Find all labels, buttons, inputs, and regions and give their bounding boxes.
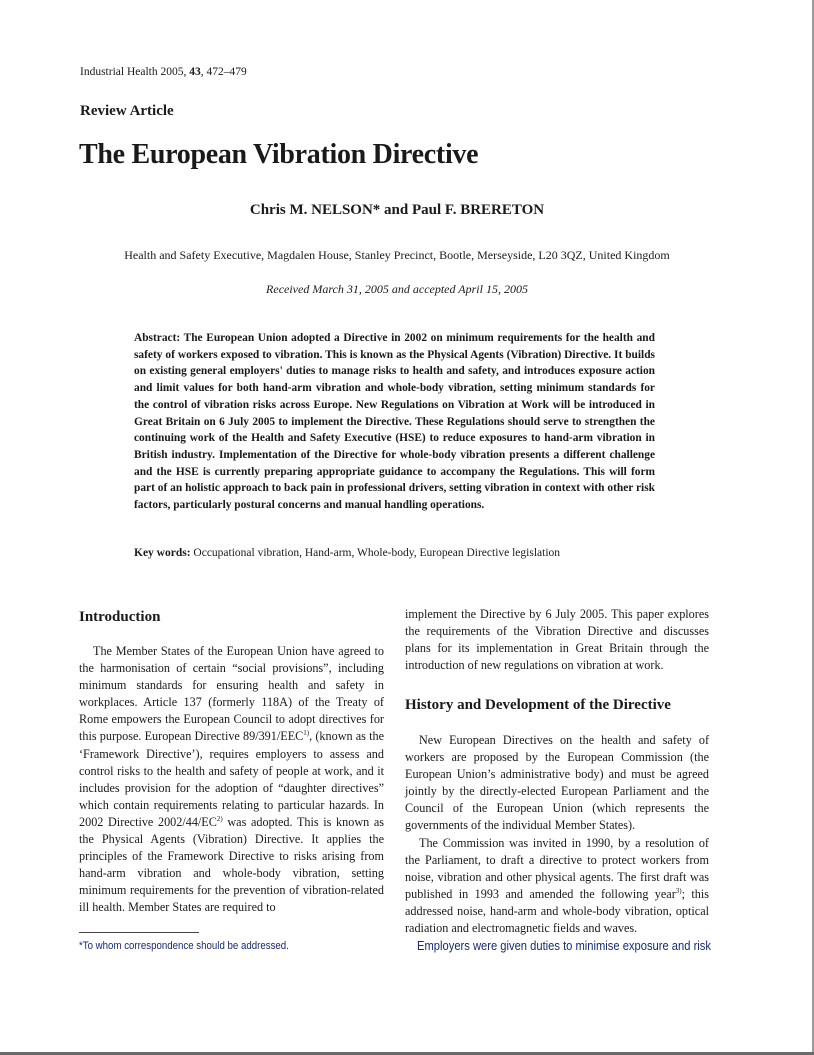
affiliation: Health and Safety Executive, Magdalen House, Stanley Precinct, Bootle, Merseyside, L20 3QZ, United Kingdom [124,248,670,262]
keywords-text: Occupational vibration, Hand-arm, Whole-body, European Directive legislation [193,547,561,559]
introduction-body [79,643,384,917]
history-body [405,732,709,955]
history-paragraph: New European Directives on the health and safety of workers are proposed by the European Commission (the European Union’s administrative body) and must be agreed jointly by the directly-elected European Parliament and the Council of the European Union (which represents the governments of the individual Member States). [405,733,709,833]
reference-marker: 2) [216,814,223,823]
abstract-label: Abstract: [134,332,181,344]
reference-marker: 3) [675,886,682,895]
text-run: was adopted. This is known as the Physical Agents (Vibration) Directive. It applies the principles of the Framework Directive to risks arising from hand-arm vibration and whole-body vibration, setting minimum requirements for the prevention of vibration-related ill health. Member States are required to [79,814,384,915]
text-run: The Commission was invited in 1990, by a resolution of the Parliament, to draft a directive to protect workers from noise, vibration and other physical agents. The first draft was published in 1993 and amended the following year [405,835,709,901]
paper-title: The European Vibration Directive [79,139,479,170]
introduction-paragraph-continued: implement the Directive by 6 July 2005. This paper explores the requirements of the Vibration Directive and discusses plans for its implementation in Great Britain through the introduction of new regulations on vibration at work. [405,607,709,673]
journal-name: Industrial Health 2005, [80,66,187,78]
journal-pages: , 472–479 [200,66,247,78]
journal-citation [80,66,247,78]
authors: Chris M. NELSON* and Paul F. BRERETON [249,202,545,218]
abstract-text: The European Union adopted a Directive in 2002 on minimum requirements for the health and safety of workers exposed to vibration. This is known as the Physical Agents (Vibration) Directive. It builds on existing general employers' duties to manage risks to health and safety, and introduces exposure action and limit values for both hand-arm vibration and whole-body vibration, setting minimum standards for the control of vibration risks across Europe. New Regulations on Vibration at Work will be introduced in Great Britain on 6 July 2005 to implement the Directive. These Regulations should serve to strengthen the continuing work of the Health and Safety Executive (HSE) to reduce exposures to hand-arm vibration in British industry. Implementation of the Directive for whole-body vibration presents a different challenge and the HSE is currently preparing appropriate guidance to accompany the Regulations. This will form part of an holistic approach to back pain in professional drivers, setting vibration in context with other risk factors, particularly postural concerns and manual handling operations. [134,332,655,512]
keywords-label: Key words: [134,547,191,559]
footnote-rule [79,932,199,933]
abstract [134,330,655,514]
text-run: ; this addressed noise, hand-arm and whole-body vibration, optical radiation and electromagnetic fields and waves. [405,886,710,936]
introduction-paragraph [79,643,384,917]
history-paragraph [405,835,709,956]
section-heading-history: History and Development of the Directive [405,697,671,713]
introduction-continued [405,606,709,674]
reference-marker: 1) [303,729,310,738]
footnote: *To whom correspondence should be addressed. [79,940,289,952]
text-run: , (known as the ‘Framework Directive’), requires employers to assess and control risks to the health and safety of people at work, and it includes provision for the adoption of “daughter directives” which contain requirements relating to particular hazards. In 2002 Directive 2002/44/EC [79,729,384,829]
journal-volume: 43 [189,66,201,78]
article-type: Review Article [80,103,174,119]
text-run: The Member States of the European Union have agreed to the harmonisation of certain “social provisions”, including minimum standards for ensuring health and safety in workplaces. Article 137 (formerly 118A) of the Treaty of Rome empowers the European Council to adopt directives for this purpose. European Directive 89/391/EEC [79,644,384,744]
text-run: Employers were given duties to minimise exposure and risk [417,938,711,954]
section-heading-introduction: Introduction [79,609,161,625]
received-date: Received March 31, 2005 and accepted April 15, 2005 [266,282,528,296]
keywords [134,547,694,559]
